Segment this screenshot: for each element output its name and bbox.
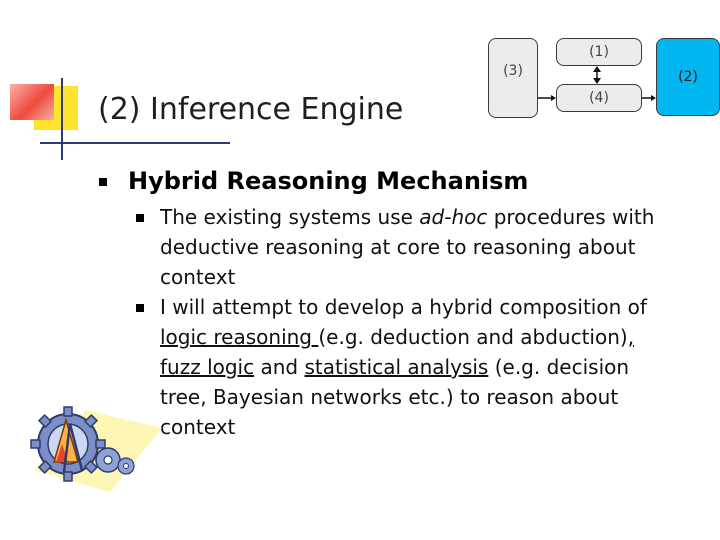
text-fragment: The existing systems use <box>160 205 420 229</box>
arrowhead-up <box>593 66 601 72</box>
sub-bullet-2-line-5: context <box>160 415 236 439</box>
sub-bullet-2-line-1: I will attempt to develop a hybrid composition of <box>160 295 647 319</box>
sub-bullet-2-line-3 <box>160 352 705 382</box>
sub-bullet-1 <box>160 202 705 292</box>
text-fragment: (e.g. decision <box>488 355 630 379</box>
arrowhead-right <box>551 95 556 101</box>
diagram-box-1-label: (1) <box>589 44 609 60</box>
underlined-term: logic reasoning <box>160 325 319 349</box>
sub-bullet-1-line-3: context <box>160 265 236 289</box>
italic-term: ad-hoc <box>419 205 488 229</box>
diagram-box-2-label: (2) <box>678 69 698 85</box>
sub-bullet-2-line-4: tree, Bayesian networks etc.) to reason about <box>160 385 619 409</box>
sub-bullet-1-line-2: deductive reasoning at core to reasoning about <box>160 235 636 259</box>
underlined-term: statistical analysis <box>304 355 489 379</box>
arrowhead-down <box>593 78 601 84</box>
section-heading: Hybrid Reasoning Mechanism <box>128 167 529 195</box>
sub-bullet-1-line-1 <box>160 202 705 232</box>
underlined-term: fuzz logic <box>160 355 255 379</box>
sub-bullet-2 <box>160 292 705 442</box>
gear-clipart-icon <box>26 400 162 492</box>
diagram-box-3-label: (3) <box>503 63 523 79</box>
decor-horizontal-line <box>40 142 230 144</box>
bullet-marker <box>99 178 107 186</box>
sub-bullet-marker <box>136 304 144 312</box>
small-gear <box>96 448 120 472</box>
diagram-box-4-label: (4) <box>589 90 609 106</box>
text-fragment: (e.g. deduction and abduction) <box>318 325 628 349</box>
decor-vertical-line <box>61 78 63 160</box>
tiny-gear <box>118 458 134 474</box>
text-fragment: procedures with <box>487 205 655 229</box>
slide-title: (2) Inference Engine <box>98 92 404 127</box>
sub-bullet-2-line-2 <box>160 322 705 352</box>
sub-bullet-marker <box>136 214 144 222</box>
decor-red-square <box>10 84 54 120</box>
underlined-term: , <box>627 325 635 349</box>
diagram-connectors <box>520 60 720 110</box>
text-fragment: and <box>254 355 305 379</box>
arrowhead-right-2 <box>651 95 656 101</box>
